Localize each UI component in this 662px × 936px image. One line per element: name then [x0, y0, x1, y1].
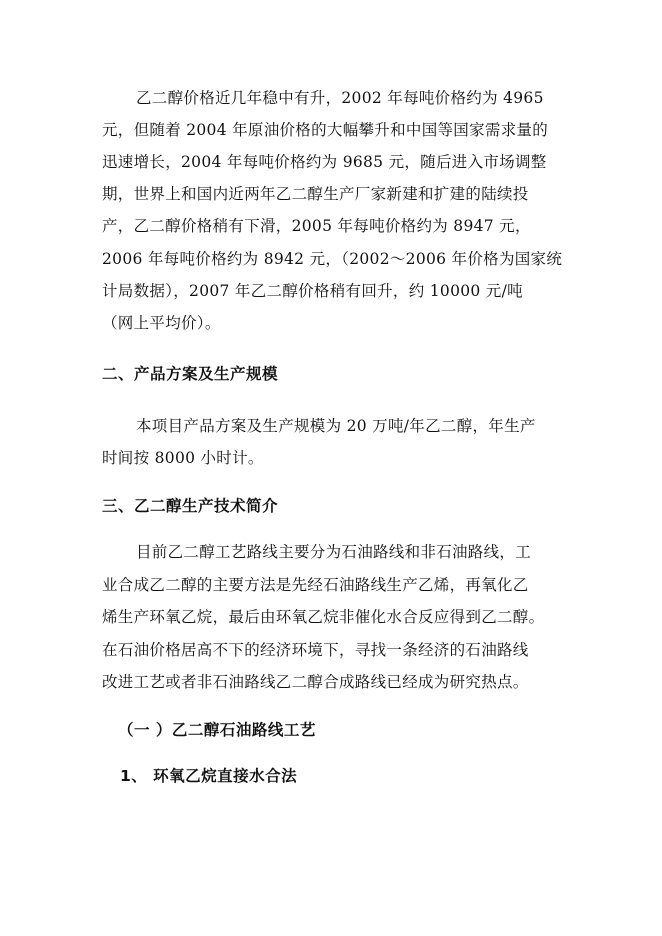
section-3-line-1: 目前乙二醇工艺路线主要分为石油路线和非石油路线，工 [136, 543, 532, 561]
section-3-heading: 三、乙二醇生产技术简介 [102, 497, 279, 515]
section-3-line-2: 业合成乙二醇的主要方法是先经石油路线生产乙烯，再氧化乙 [102, 576, 529, 594]
price-paragraph-line-8: （网上平均价）。 [102, 314, 221, 332]
section-3-line-5: 改进工艺或者非石油路线乙二醇合成路线已经成为研究热点。 [102, 673, 529, 691]
subsection-1-heading: （一 ）乙二醇石油路线工艺 [118, 721, 316, 739]
price-paragraph-line-2: 元，但随着 2004 年原油价格的大幅攀升和中国等国家需求量的 [102, 121, 549, 139]
section-2-line-2: 时间按 8000 小时计。 [102, 449, 264, 467]
section-2-line-1: 本项目产品方案及生产规模为 20 万吨/年乙二醇，年生产 [136, 417, 536, 435]
section-3-line-4: 在石油价格居高不下的经济环境下，寻找一条经济的石油路线 [102, 641, 529, 659]
section-2-heading: 二、产品方案及生产规模 [102, 365, 279, 383]
price-paragraph-line-1: 乙二醇价格近几年稳中有升，2002 年每吨价格约为 4965 [136, 89, 544, 107]
section-3-line-3: 烯生产环氧乙烷，最后由环氧乙烷非催化水合反应得到乙二醇。 [102, 608, 545, 626]
subsubsection-1-heading: 1、 环氧乙烷直接水合法 [120, 767, 298, 785]
price-paragraph-line-5: 产，乙二醇价格稍有下滑，2005 年每吨价格约为 8947 元， [102, 217, 531, 235]
price-paragraph-line-3: 迅速增长，2004 年每吨价格约为 9685 元，随后进入市场调整 [102, 153, 547, 171]
price-paragraph-line-4: 期，世界上和国内近两年乙二醇生产厂家新建和扩建的陆续投 [102, 185, 529, 203]
price-paragraph-line-6: 2006 年每吨价格约为 8942 元，（2002～2006 年价格为国家统 [102, 250, 563, 268]
price-paragraph-line-7: 计局数据），2007 年乙二醇价格稍有回升，约 10000 元/吨 [102, 282, 523, 300]
